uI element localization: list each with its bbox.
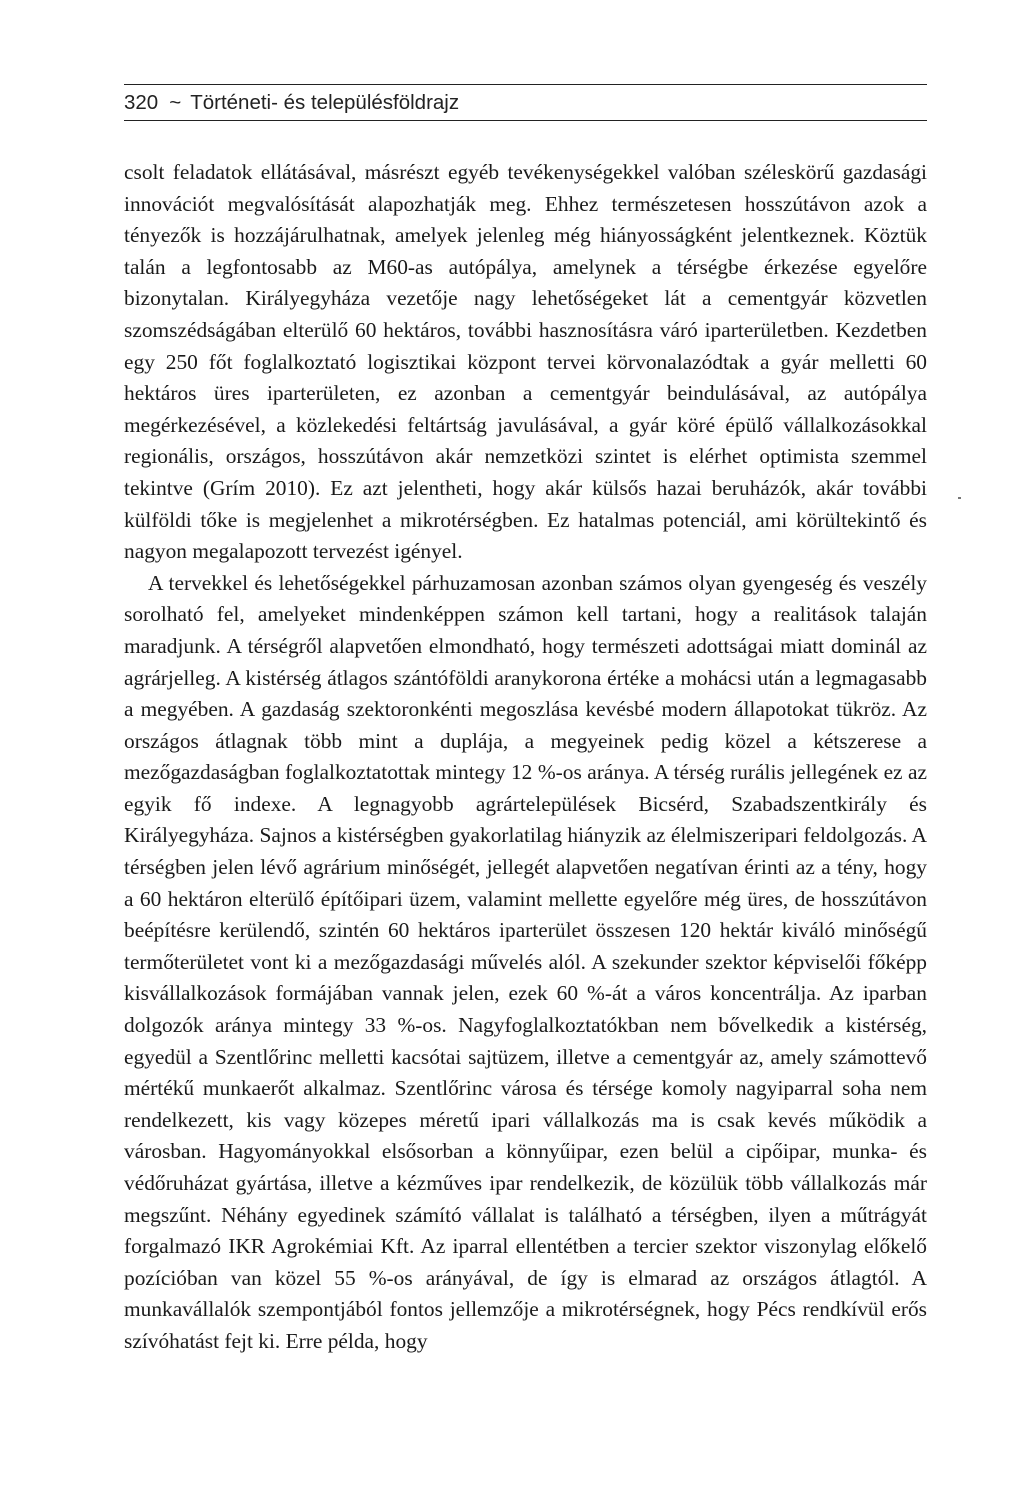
paragraph-continued: csolt feladatok ellátásával, másrészt egyéb tevékenységekkel valóban széleskörű gazdasági innovációt megvalósítását alapozhatják meg. Ehhez természetesen hosszútávon azok a tényezők is hozzájárulhatnak, amelyek jelenleg még hiányosságként jelentkeznek. Köztük talán a legfontosabb az M60-as autópálya, amelynek a térségbe érkezése egyelőre bizonytalan. Királyegyháza vezetője nagy lehetőségeket lát a cementgyár közvetlen szomszédságában elterülő 60 hektáros, további hasznosításra váró iparterületben. Kezdetben egy 250 főt foglalkoztató logisztikai központ tervei körvonalazódtak a gyár melletti 60 hektáros üres iparterületen, ez azonban a cementgyár beindulásával, az autópálya megérkezésével, a közlekedési feltártság javulásával, a gyár köré épülő vállalkozásokkal regionális, országos, hosszútávon akár nemzetközi szintet is elérhet optimista szemmel tekintve (Grím 2010). Ez azt jelentheti, hogy akár külsős hazai beruházók, akár további külföldi tőke is megjelenhet a mikrotérségben. Ez hatalmas potenciál, ami körültekintő és nagyon megalapozott tervezést igényel. [124, 160, 927, 564]
running-title: Történeti- és településföldrajz [190, 91, 460, 114]
header-line [124, 90, 459, 116]
page-number: 320 [124, 91, 159, 114]
paragraph: A tervekkel és lehetőségekkel párhuzamosan azonban számos olyan gyengeség és veszély sorolható fel, amelyeket mindenképpen számon kell tartani, hogy a realitások talaján maradjunk. A térségről alapvetően elmondható, hogy természeti adottságai miatt dominál az agrárjelleg. A kistérség átlagos szántóföldi aranykorona értéke a mohácsi után a legmagasabb a megyében. A gazdaság szektoronkénti megoszlása kevésbé modern állapotokat tükröz. Az országos átlagnak több mint a duplája, a megyeinek pedig közel a kétszerese a mezőgazdaságban foglalkoztatottak mintegy 12 %-os aránya. A térség rurális jellegének ez az egyik fő indexe. A legnagyobb agrártelepülések Bicsérd, Szabadszentkirály és Királyegyháza. Sajnos a kistérségben gyakorlatilag hiányzik az élelmiszeripari feldolgozás. A térségben jelen lévő agrárium minőségét, jellegét alapvetően negatívan érinti az a tény, hogy a 60 hektáron elterülő építőipari üzem, valamint mellette egyelőre még üres, de hosszútávon beépítésre kerülendő, szintén 60 hektáros iparterület összesen 120 hektár kiváló minőségű termőterületet vont ki a mezőgazdasági művelés alól. A szekunder szektor képviselői főképp kisvállalkozások formájában vannak jelen, ezek 60 %-át a város koncentrálja. Az iparban dolgozók aránya mintegy 33 %-os. Nagyfoglalkoztatókban nem bővelkedik a kistérség, egyedül a Szentlőrinc melletti kacsótai sajtüzem, illetve a cementgyár az, amely számottevő mértékű munkaerőt alkalmaz. Szentlőrinc városa és térsége komoly nagyiparral soha nem rendelkezett, kis vagy közepes méretű ipari vállalkozás ma is csak kevés működik a városban. Hagyományokkal elsősorban a könnyűipar, ezen belül a cipőipar, munka- és védőruházat gyártása, illetve a kézműves ipar rendelkezik, de közülük több vállalkozás már megszűnt. Néhány egyedinek számító vállalat is található a térségben, ilyen a műtrágyát forgalmazó IKR Agrokémiai Kft. Az iparral ellentétben a tercier szektor viszonylag előkelő pozícióban van közel 55 %-os arányával, de így is elmarad az országos átlagtól. A munkavállalók szempontjából fontos jellemzője a mikrotérségnek, hogy Pécs rendkívül erős szívóhatást fejt ki. Erre példa, hogy [124, 570, 927, 1353]
scan-mark [958, 497, 961, 499]
running-header [124, 84, 927, 124]
header-rule-bottom [124, 120, 927, 121]
header-rule-top [124, 84, 927, 85]
body-text [124, 157, 927, 1358]
header-separator: ~ [169, 91, 182, 114]
